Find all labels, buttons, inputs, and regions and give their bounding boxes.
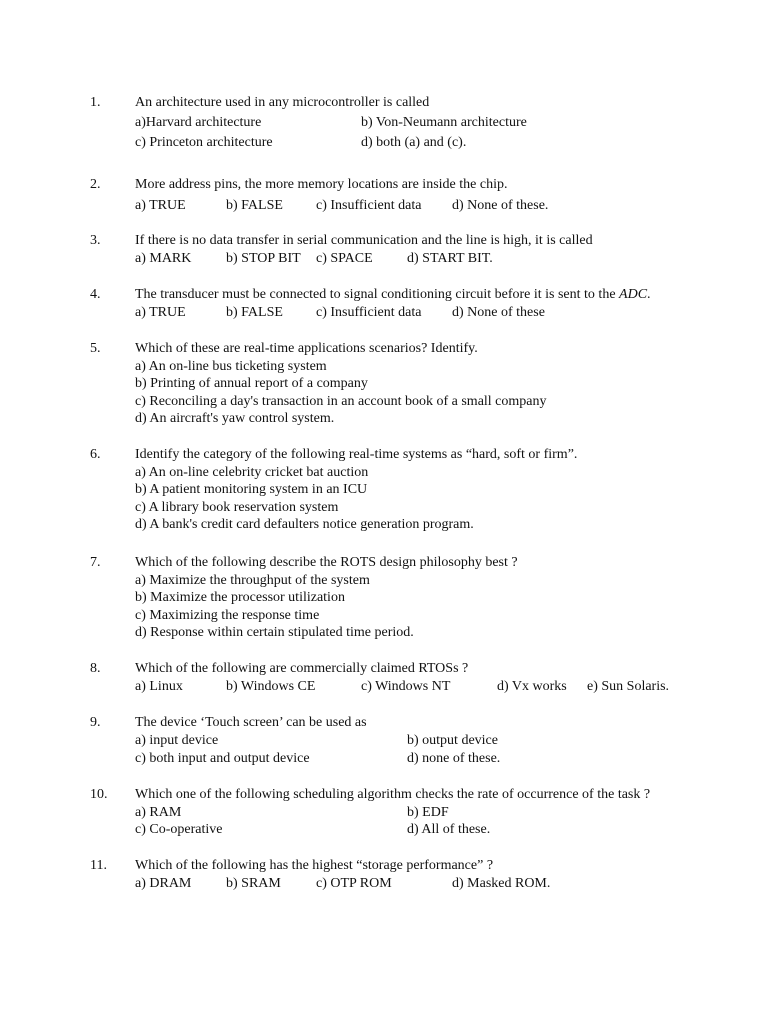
options-row [0, 304, 768, 322]
option-d: d) START BIT. [407, 251, 493, 266]
option-c: c) both input and output device [135, 750, 310, 766]
options-list [135, 464, 474, 534]
option-d: d) Masked ROM. [452, 876, 551, 891]
question-text-emphasis: ADC [619, 287, 648, 302]
option-a: a) Maximize the throughput of the system [135, 572, 370, 588]
option-b: b) Von-Neumann architecture [361, 115, 527, 130]
option-a: a) An on-line celebrity cricket bat auction [135, 464, 369, 480]
options-list [135, 572, 414, 642]
option-a: a) Linux [135, 679, 183, 694]
option-b: b) FALSE [226, 305, 283, 320]
question-text: Which of the following has the highest “storage performance” ? [135, 858, 494, 873]
option-b: b) Maximize the processor utilization [135, 590, 345, 605]
question-text: Which of the following are commercially claimed RTOSs ? [135, 661, 469, 676]
question-number: 8. [90, 661, 101, 676]
question-text: The device ‘Touch screen’ can be used as [135, 715, 367, 730]
question-text: Which of these are real-time applications scenarios? Identify. [135, 341, 478, 356]
options-row [0, 821, 768, 839]
question-number: 1. [90, 95, 101, 110]
option-d: d) All of these. [407, 822, 491, 837]
options-row [0, 197, 768, 215]
option-d: d) Vx works [497, 679, 567, 694]
option-d: d) None of these. [452, 198, 549, 213]
option-b: b) FALSE [226, 198, 283, 213]
options-row [0, 250, 768, 268]
option-d: d) both (a) and (c). [361, 135, 467, 150]
option-a: a) TRUE [135, 198, 186, 213]
option-c: c) Windows NT [361, 679, 451, 694]
options-row [0, 114, 768, 132]
option-e: e) Sun Solaris. [587, 679, 670, 694]
option-c: c) Princeton architecture [135, 135, 273, 150]
option-a: a) input device [135, 733, 219, 748]
question-text: More address pins, the more memory locations are inside the chip. [135, 177, 508, 192]
option-d: d) none of these. [407, 750, 501, 766]
question-number: 9. [90, 715, 101, 730]
question-number: 3. [90, 233, 101, 248]
option-d: d) A bank's credit card defaulters notice generation program. [135, 517, 474, 532]
option-a: a) RAM [135, 804, 182, 820]
options-row [0, 750, 768, 768]
question-number: 5. [90, 341, 101, 356]
option-a: a) An on-line bus ticketing system [135, 358, 327, 374]
question-number: 6. [90, 447, 101, 462]
option-c: c) A library book reservation system [135, 499, 339, 515]
option-c: c) Insufficient data [316, 198, 422, 213]
options-row [0, 134, 768, 152]
options-list [135, 358, 547, 428]
option-b: b) SRAM [226, 876, 281, 891]
option-b: b) A patient monitoring system in an ICU [135, 482, 368, 497]
option-c: c) Reconciling a day's transaction in an account book of a small company [135, 393, 547, 409]
option-b: b) Printing of annual report of a company [135, 376, 368, 391]
question-text-main: The transducer must be connected to signal conditioning circuit before it is sent to the [135, 287, 620, 302]
question-number: 11. [90, 858, 107, 873]
option-d: d) Response within certain stipulated time period. [135, 625, 414, 640]
option-c: c) SPACE [316, 251, 373, 266]
question-text: Which of the following describe the ROTS design philosophy best ? [135, 555, 518, 570]
option-b: b) Windows CE [226, 679, 316, 694]
options-row [0, 732, 768, 750]
question-text: An architecture used in any microcontroller is called [135, 95, 430, 110]
option-a: a) MARK [135, 251, 192, 266]
option-c: c) Maximizing the response time [135, 607, 320, 623]
options-row [0, 804, 768, 822]
question-text-end: . [647, 287, 651, 302]
options-row [0, 678, 768, 696]
option-a: a)Harvard architecture [135, 115, 262, 130]
option-a: a) DRAM [135, 876, 192, 891]
option-d: d) None of these [452, 305, 545, 320]
option-c: c) Co-operative [135, 822, 223, 837]
question-number: 7. [90, 555, 101, 570]
options-row [0, 875, 768, 893]
option-b: b) output device [407, 733, 498, 748]
question-text [135, 286, 651, 304]
question-text: Which one of the following scheduling algorithm checks the rate of occurrence of the task ? [135, 787, 651, 802]
option-d: d) An aircraft's yaw control system. [135, 411, 335, 426]
question-number: 2. [90, 177, 101, 192]
option-a: a) TRUE [135, 305, 186, 320]
question-number: 10. [90, 787, 108, 802]
option-b: b) EDF [407, 804, 449, 820]
option-b: b) STOP BIT [226, 251, 301, 266]
option-c: c) OTP ROM [316, 876, 392, 891]
question-text: Identify the category of the following real-time systems as “hard, soft or firm”. [135, 447, 578, 462]
option-c: c) Insufficient data [316, 305, 422, 320]
question-text: If there is no data transfer in serial communication and the line is high, it is called [135, 233, 593, 248]
question-number: 4. [90, 287, 101, 302]
